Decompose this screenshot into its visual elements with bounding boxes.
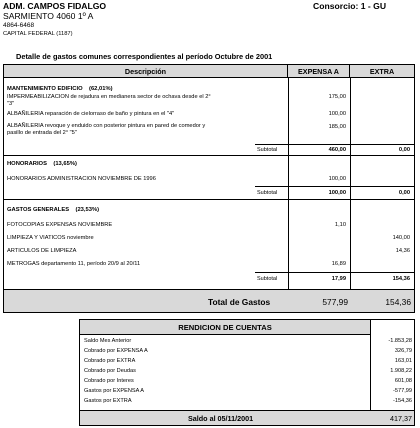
- rendicion-value: 1.908,22: [390, 368, 412, 374]
- rendicion-value: 326,79: [394, 348, 412, 354]
- administrator-address: SARMIENTO 4060 1º A: [3, 11, 94, 21]
- expenses-table: [3, 64, 415, 313]
- subtotal-extra: 0,00: [398, 147, 410, 153]
- subtotal-extra: 0,00: [398, 190, 410, 196]
- document-title: Detalle de gastos comunes correspondientes al período Octubre de 2001: [16, 52, 273, 61]
- rendicion-label: Saldo Mes Anterior: [84, 338, 132, 344]
- column-divider: [370, 320, 371, 410]
- rendicion-table: [79, 319, 415, 426]
- section-divider: [4, 199, 414, 200]
- section-divider: [4, 155, 414, 156]
- subtotal-divider: [255, 144, 414, 145]
- saldo-row: [80, 410, 414, 425]
- expense-item-line: FOTOCOPIAS EXPENSAS NOVIEMBRE: [7, 222, 113, 228]
- expense-amount: 16,89: [331, 261, 346, 267]
- administrator-phone: 4864-6468: [3, 22, 35, 29]
- expense-amount: 185,00: [328, 124, 346, 130]
- expense-item-line: ARTICULOS DE LIMPIEZA: [7, 248, 77, 254]
- expense-item-line: METROGAS departamento 11, período 20/9 al 20/11: [7, 261, 141, 267]
- rendicion-value: -1.853,28: [388, 338, 412, 344]
- subtotal-expensa: 17,99: [331, 276, 346, 282]
- saldo-label: Saldo al 05/11/2001: [188, 414, 254, 423]
- rendicion-value: 163,01: [394, 358, 412, 364]
- rendicion-label: Cobrado por EXPENSA A: [84, 348, 148, 354]
- subtotal-label: Subtotal: [257, 190, 278, 196]
- total-row: [4, 289, 414, 312]
- section-title-mantenimiento: MANTENIMIENTO EDIFICIO (62,01%): [7, 86, 113, 92]
- subtotal-divider: [255, 272, 414, 273]
- expense-item-line: "3": [7, 101, 15, 107]
- extra-amount: 140,00: [392, 235, 410, 241]
- column-header-extra: EXTRA: [350, 65, 414, 77]
- expense-item-line: LIMPIEZA Y VIATICOS noviembre: [7, 235, 94, 241]
- subtotal-expensa: 100,00: [328, 190, 346, 196]
- rendicion-label: Cobrado por Deudas: [84, 368, 136, 374]
- total-label: Total de Gastos: [208, 297, 271, 307]
- section-title-honorarios: HONORARIOS (13,65%): [7, 161, 77, 167]
- subtotal-extra: 154,36: [392, 276, 410, 282]
- administrator-city: CAPITAL FEDERAL (1187): [3, 31, 73, 37]
- expense-item-line: HONORARIOS ADMINISTRACION NOVIEMBRE DE 1996: [7, 176, 156, 182]
- expense-amount: 175,00: [328, 94, 346, 100]
- subtotal-divider: [255, 186, 414, 187]
- administrator-name: ADM. CAMPOS FIDALGO: [3, 1, 107, 11]
- expense-amount: 100,00: [328, 176, 346, 182]
- column-divider: [288, 77, 289, 289]
- rendicion-label: Gastos por EXPENSA A: [84, 388, 145, 394]
- rendicion-value: -154,36: [393, 398, 412, 404]
- rendicion-value: -577,99: [393, 388, 412, 394]
- column-header-expensa-a: EXPENSA A: [288, 65, 350, 77]
- header-divider: [4, 77, 414, 78]
- expense-amount: 1,10: [334, 222, 346, 228]
- section-title-gastos-generales: GASTOS GENERALES (23,53%): [7, 207, 100, 213]
- expense-item-line: ALBAÑILERIA revoque y enduido con posterior pintura en pared de comedor y: [7, 123, 206, 129]
- saldo-value: 417,37: [390, 414, 412, 423]
- rendicion-label: Gastos por EXTRA: [84, 398, 132, 404]
- rendicion-value: 601,08: [394, 378, 412, 384]
- rendicion-label: Cobrado por EXTRA: [84, 358, 136, 364]
- total-extra: 154,36: [385, 297, 411, 307]
- expense-item-line: pasillo de entrada del 2° "5": [7, 130, 77, 136]
- consorcio-label: Consorcio: 1 - GU: [313, 1, 387, 11]
- expense-item-line: IMPERMEABILIZACION de rejadura en medianera sector de ochava desde el 2°: [7, 94, 211, 100]
- expense-item-line: ALBAÑILERIA reparación de cielorraso de baño y pintura en el "4": [7, 111, 175, 117]
- column-divider: [350, 77, 351, 289]
- subtotal-label: Subtotal: [257, 147, 278, 153]
- extra-amount: 14,36: [395, 248, 410, 254]
- subtotal-label: Subtotal: [257, 276, 278, 282]
- rendicion-title: RENDICION DE CUENTAS: [80, 320, 371, 335]
- expense-amount: 100,00: [328, 111, 346, 117]
- rendicion-label: Cobrado por Interes: [84, 378, 134, 384]
- column-header-descripcion: Descripción: [4, 65, 288, 77]
- total-expensa: 577,99: [322, 297, 348, 307]
- subtotal-expensa: 460,00: [328, 147, 346, 153]
